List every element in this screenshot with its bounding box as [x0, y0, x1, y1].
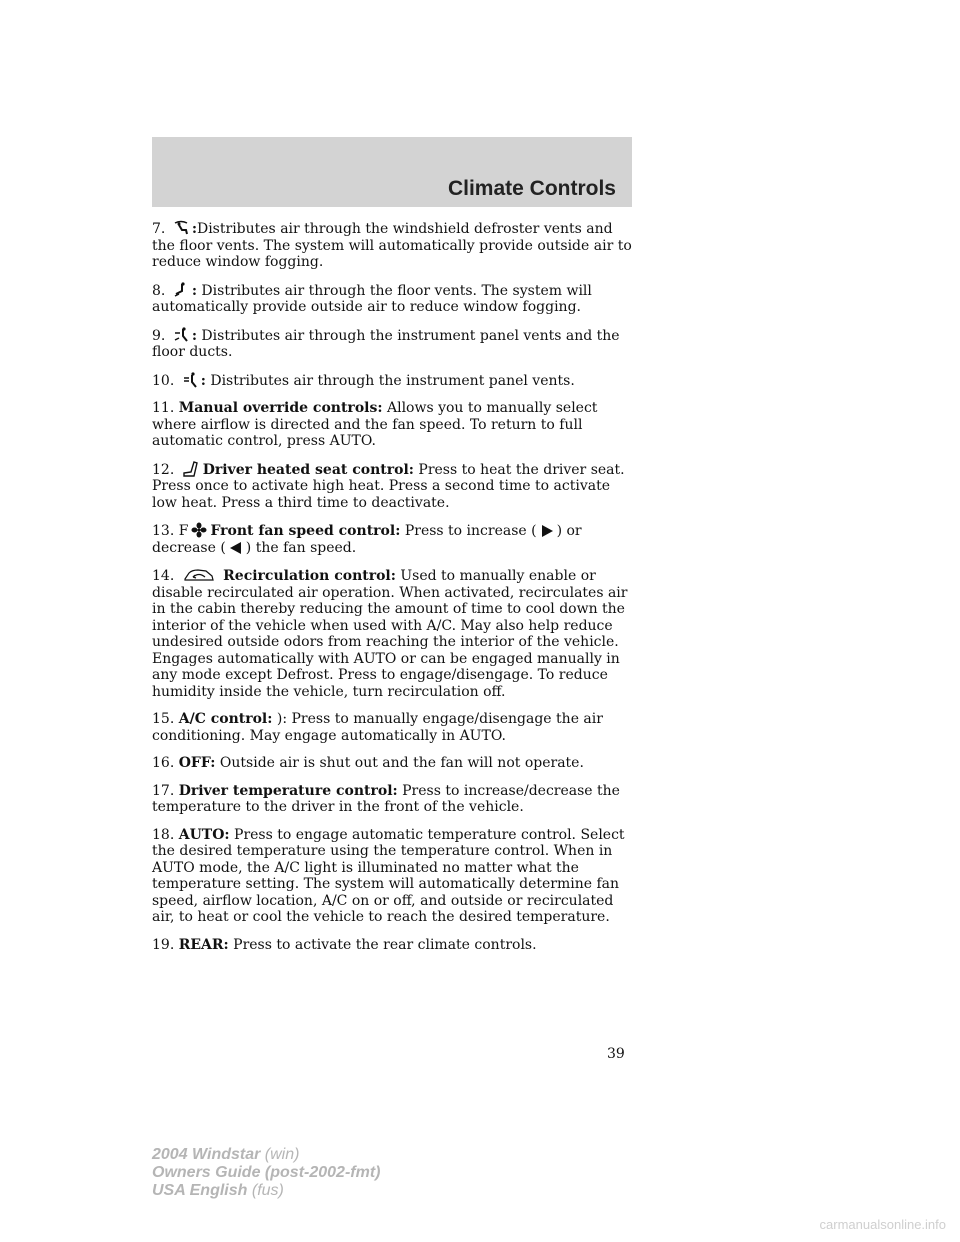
page-number: 39 — [607, 1046, 625, 1062]
section-title: Climate Controls — [447, 177, 616, 200]
list-item-8: 8. : Distributes air through the floor vents. The system will automatically provide outside air to reduce window fogging. — [152, 282, 592, 315]
list-item-10: 10. : Distributes air through the instrument panel vents. — [152, 372, 575, 389]
heated-seat-icon — [182, 461, 200, 477]
list-item-15: 15. A/C control: ): Press to manually engage/disengage the air conditioning. May engage automatically in AUTO. — [152, 711, 603, 744]
list-item-9: 9. : Distributes air through the instrument panel vents and the floor ducts. — [152, 327, 620, 360]
list-item-19: 19. REAR: Press to activate the rear climate controls. — [152, 936, 537, 953]
windshield-floor-mode-icon — [173, 220, 189, 236]
footer-line-3: USA English (fus) — [152, 1182, 284, 1199]
triangle-left-icon — [229, 541, 243, 555]
list-item-18: 18. AUTO: Press to engage automatic temperature control. Select the desired temperature using the temperature control. When in AUTO mode, the A/C light is illuminated no matter what the temperature setting. The system will automatically determine fan speed, airflow location, A/C on or off, and outside or recirculated air, to heat or cool the vehicle to reach the desired temperature. — [152, 826, 625, 925]
footer-line-2: Owners Guide (post-2002-fmt) — [152, 1164, 381, 1181]
panel-mode-icon — [182, 372, 198, 388]
list-item-16: 16. OFF: Outside air is shut out and the fan will not operate. — [152, 755, 584, 771]
fan-icon — [191, 522, 207, 538]
recirculation-icon — [182, 567, 216, 583]
list-item-12: 12. Driver heated seat control: Press to heat the driver seat. Press once to activate high heat. Press a second time to activate low heat. Press a third time to deactivate. — [152, 461, 625, 511]
panel-floor-mode-icon — [173, 327, 189, 343]
section-header — [152, 137, 632, 207]
list-item-17: 17. Driver temperature control: Press to increase/decrease the temperature to the driver in the front of the vehicle. — [152, 782, 620, 815]
triangle-right-icon — [540, 524, 554, 538]
body-text — [152, 220, 634, 964]
list-item-11: 11. Manual override controls: Allows you to manually select where airflow is directed and the fan speed. To return to full automatic control, press AUTO. — [152, 400, 598, 449]
watermark: carmanualsonline.info — [819, 1217, 946, 1232]
footer — [152, 1146, 380, 1200]
list-item-7: 7. :Distributes air through the windshield defroster vents and the floor vents. The system will automatically provide outside air to reduce window fogging. — [152, 221, 632, 270]
floor-mode-icon — [173, 282, 189, 298]
footer-line-1: 2004 Windstar (win) — [152, 1146, 300, 1163]
list-item-14: 14. Recirculation control: Used to manually enable or disable recirculated air operation. When activated, recirculates air in the cabin thereby reducing the amount of time to cool down the interior of the vehicle when used with A/C. May also help reduce undesired outside odors from reaching the interior of the vehicle. Engages automatically with AUTO or can be engaged manually in any mode except Defrost. Press to engage/disengage. To reduce humidity inside the vehicle, turn recirculation off. — [152, 568, 628, 700]
list-item-13: 13. F Front fan speed control: Press to increase ( ) or decrease ( ) the fan speed. — [152, 523, 582, 556]
